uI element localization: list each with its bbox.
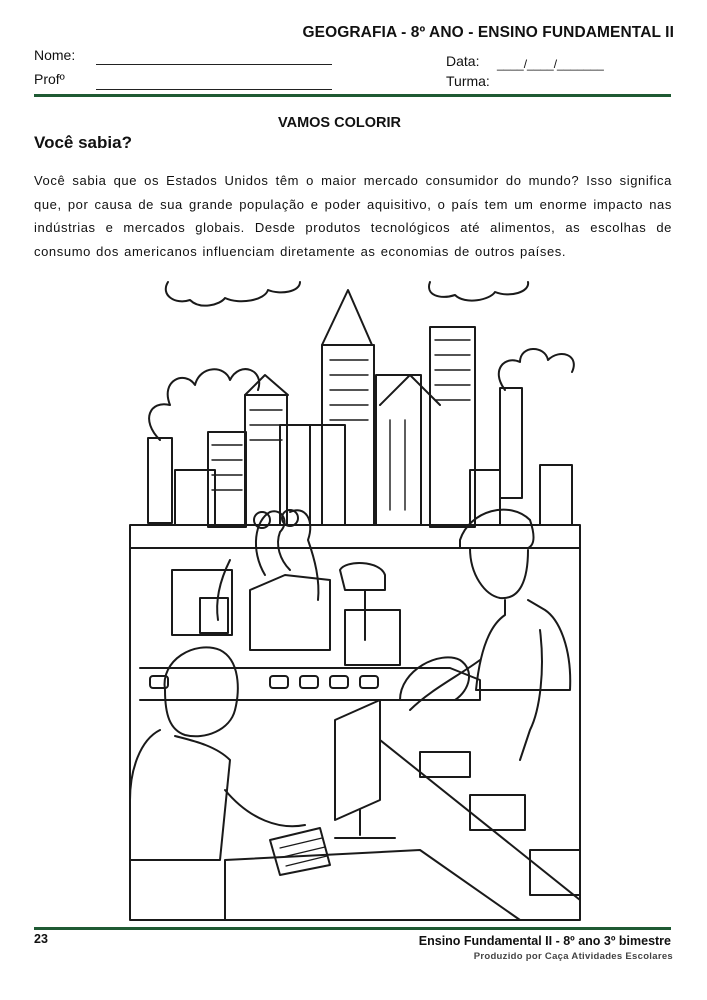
activity-title: VAMOS COLORIR [278, 115, 401, 131]
date-label: Data: [446, 53, 480, 69]
footer-level: Ensino Fundamental II - 8º ano 3º bimestre [418, 934, 671, 948]
date-field[interactable]: ____/____/_______ [497, 57, 604, 71]
footer-divider [34, 927, 671, 930]
section-heading: Você sabia? [34, 133, 132, 152]
name-label: Nome: [34, 47, 76, 63]
footer-credit: Produzido por Caça Atividades Escolares [473, 951, 673, 962]
intro-paragraph: Você sabia que os Estados Unidos têm o maior mercado consumidor do mundo? Isso significa que, por causa de sua grande população e poder aquisitivo, o país tem um enorme impacto nas indústrias e mercados globais. Desde produtos tecnológicos até alimentos, as escolhas de consumo dos americanos influenciam diretamente as economias de outros países. [34, 173, 672, 259]
teacher-label: Profº [34, 71, 65, 87]
worksheet-title: GEOGRAFIA - 8º ANO - ENSINO FUNDAMENTAL II [302, 24, 674, 41]
class-label: Turma: [446, 73, 490, 89]
page-number: 23 [34, 932, 48, 946]
